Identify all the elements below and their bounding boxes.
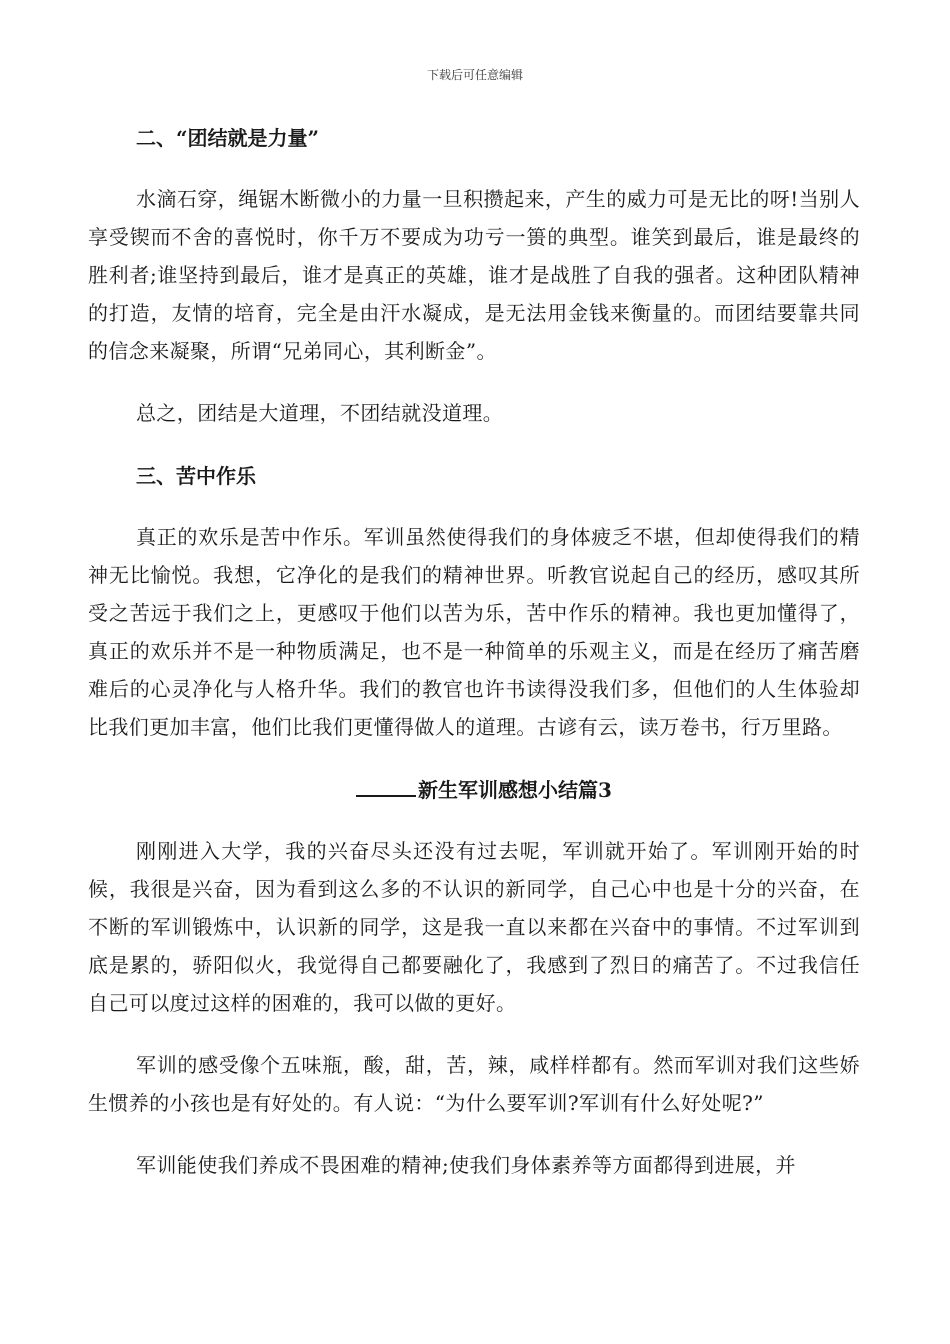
article-title-text: 新生军训感想小结篇3 bbox=[418, 778, 612, 802]
paragraph-1: 水滴石穿，绳锯木断微小的力量一旦积攒起来，产生的威力可是无比的呀!当别人享受锲而不舍的喜悦时，你千万不要成为功亏一篑的典型。谁笑到最后，谁是最终的胜利者;谁坚持到最后，谁才是真正的英雄，谁才是战胜了自我的强者。这种团队精神的打造，友情的培育，完全是由汗水凝成，是无法用金钱来衡量的。而团结要靠共同的信念来凝聚，所谓“兄弟同心，其利断金”。 bbox=[88, 187, 860, 363]
document-body bbox=[88, 118, 860, 1184]
title-blank-line bbox=[356, 794, 416, 797]
paragraph-5: 军训的感受像个五味瓶，酸，甜，苦，辣，咸样样都有。然而军训对我们这些娇生惯养的小孩也是有好处的。有人说：“为什么要军训?军训有什么好处呢?” bbox=[88, 1053, 860, 1115]
article-title bbox=[88, 770, 860, 810]
paragraph-4: 刚刚进入大学，我的兴奋尽头还没有过去呢，军训就开始了。军训刚开始的时候，我很是兴奋，因为看到这么多的不认识的新同学，自己心中也是十分的兴奋，在不断的军训锻炼中，认识新的同学，这是我一直以来都在兴奋中的事情。不过军训到底是累的，骄阳似火，我觉得自己都要融化了，我感到了烈日的痛苦了。不过我信任自己可以度过这样的困难的，我可以做的更好。 bbox=[88, 839, 860, 1015]
paragraph-3: 真正的欢乐是苦中作乐。军训虽然使得我们的身体疲乏不堪，但却使得我们的精神无比愉悦。我想，它净化的是我们的精神世界。听教官说起自己的经历，感叹其所受之苦远于我们之上，更感叹于他们以苦为乐，苦中作乐的精神。我也更加懂得了，真正的欢乐并不是一种物质满足，也不是一种简单的乐观主义，而是在经历了痛苦磨难后的心灵净化与人格升华。我们的教官也许书读得没我们多，但他们的人生体验却比我们更加丰富，他们比我们更懂得做人的道理。古谚有云，读万卷书，行万里路。 bbox=[88, 525, 860, 739]
page-header: 下载后可任意编辑 bbox=[426, 68, 523, 82]
section-heading-2: 二、“团结就是力量” bbox=[136, 126, 320, 150]
section-heading-3: 三、苦中作乐 bbox=[136, 464, 256, 488]
paragraph-2: 总之，团结是大道理，不团结就没道理。 bbox=[136, 401, 504, 425]
paragraph-6: 军训能使我们养成不畏困难的精神;使我们身体素养等方面都得到进展，并 bbox=[136, 1153, 796, 1177]
